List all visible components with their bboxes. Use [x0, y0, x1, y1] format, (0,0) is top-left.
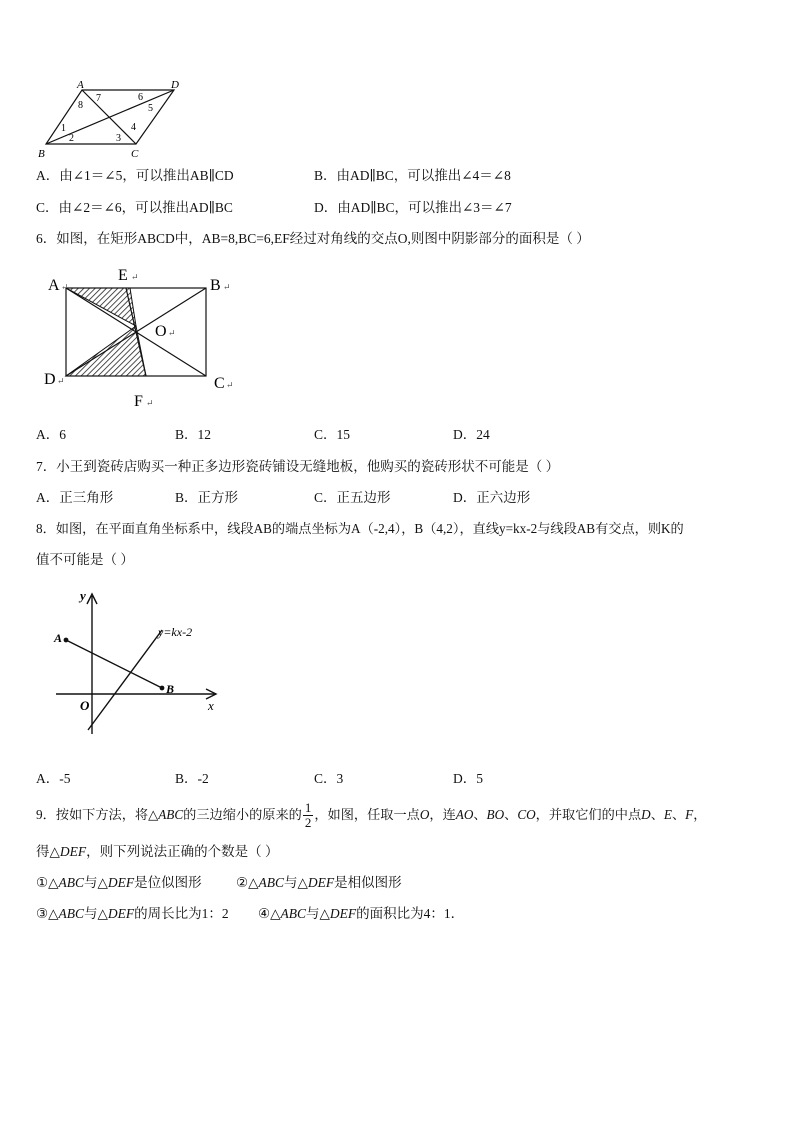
- q5-angle-8: 8: [78, 100, 83, 111]
- q9-s3-def: DEF: [107, 906, 135, 921]
- q9-abc: ABC: [158, 807, 184, 822]
- q8-option-b: B．-2: [175, 771, 209, 786]
- q8-label-b: B: [166, 682, 175, 696]
- q8-stem-line1: 8．如图，在平面直角坐标系中，线段AB的端点坐标为A（-2,4），B（4,2），直线y=kx-2与线段AB有交点，则K的: [36, 521, 684, 536]
- q5-angle-6: 6: [138, 92, 143, 103]
- q9-statement-4: [258, 905, 464, 923]
- q8-label-y: y: [80, 588, 86, 603]
- q8-point-a: [64, 638, 69, 643]
- q6-return-mark-a: ↵: [61, 282, 69, 292]
- q8-label-a: A: [54, 631, 63, 645]
- q5-angle-2: 2: [69, 133, 74, 144]
- q7-option-b: B．正方形: [175, 490, 239, 505]
- q9-stem-part4: ，连: [429, 807, 456, 822]
- q5-angle-1: 1: [61, 123, 66, 134]
- q8-line-label: y=kx-2: [158, 625, 193, 639]
- q6-return-mark-o: ↵: [168, 328, 176, 338]
- q6-label-o: O: [155, 323, 167, 340]
- q9-statement-2: [236, 874, 402, 892]
- q8-option-d: D．5: [453, 771, 483, 786]
- q7-option-d: D．正六边形: [453, 490, 531, 505]
- q5-parallelogram-figure: [34, 78, 184, 160]
- q9-s4-def: DEF: [329, 906, 357, 921]
- q9-stem-line1: [36, 800, 706, 830]
- q6-return-mark-e: ↵: [131, 272, 139, 282]
- q7-option-a: A．正三角形: [36, 490, 114, 505]
- q5-label-c: C: [131, 148, 139, 160]
- q7-stem: 7．小王到瓷砖店购买一种正多边形瓷砖铺设无缝地板，他购买的瓷砖形状不可能是（ ）: [36, 459, 560, 474]
- q9-s4-a: ④△: [258, 906, 281, 921]
- q9-s2-abc: ABC: [258, 875, 284, 890]
- q9-s1-a: ①△: [36, 875, 59, 890]
- q9-stem-part1: 9．按如下方法，将△: [36, 807, 159, 822]
- q5-label-a: A: [77, 79, 84, 91]
- q9-s1-b: 与△: [84, 875, 108, 890]
- q9-point-d: D: [641, 807, 651, 822]
- q8-label-x: x: [208, 698, 214, 713]
- q9-fraction: [303, 801, 314, 830]
- q9-def: DEF: [59, 844, 87, 859]
- q5-option-c: C．由∠2＝∠6，可以推出AD∥BC: [36, 200, 233, 215]
- q9-sep3: 、: [650, 807, 664, 822]
- q9-s3-b: 与△: [84, 906, 108, 921]
- q9-line2-part1: 得△: [36, 844, 60, 859]
- q6-option-d: D．24: [453, 427, 490, 442]
- q9-s4-b: 与△: [306, 906, 330, 921]
- q8-point-b: [160, 686, 165, 691]
- q5-angle-3: 3: [116, 133, 121, 144]
- q9-stem-part2: 的三边缩小的原来的: [183, 807, 302, 822]
- q9-sep4: 、: [671, 807, 686, 822]
- q8-coordinate-figure: [50, 584, 230, 740]
- q6-return-mark-f: ↵: [146, 398, 154, 408]
- q9-sep5: ，: [693, 807, 707, 822]
- q9-s2-a: ②△: [236, 875, 259, 890]
- q8-segment-ab: [66, 640, 162, 688]
- q6-shaded-top: [66, 288, 136, 326]
- q9-stem-part5: ，并取它们的中点: [535, 807, 642, 822]
- q9-stem-part3: ，如图，任取一点: [314, 807, 420, 822]
- q9-fraction-numerator: 1: [304, 800, 312, 816]
- q9-ao: AO: [455, 807, 474, 822]
- q9-line2-part2: ，则下列说法正确的个数是（ ）: [86, 844, 279, 859]
- q6-label-f: F: [134, 393, 143, 410]
- q5-angle-4: 4: [131, 122, 136, 133]
- q6-stem: 6．如图，在矩形ABCD中，AB=8,BC=6,EF经过对角线的交点O,则图中阴影部分的面积是（ ）: [36, 231, 590, 246]
- q8-option-a: A．-5: [36, 771, 71, 786]
- q5-angle-7: 7: [96, 93, 101, 104]
- q7-option-c: C．正五边形: [314, 490, 391, 505]
- q9-s2-c: 是相似图形: [334, 875, 402, 890]
- q5-option-d: D．由AD∥BC，可以推出∠3＝∠7: [314, 200, 512, 215]
- q9-s1-def: DEF: [107, 875, 135, 890]
- q6-label-d: D: [44, 371, 56, 388]
- q9-s4-abc: ABC: [280, 906, 306, 921]
- q9-point-f: F: [685, 807, 694, 822]
- q6-return-mark-c: ↵: [226, 380, 234, 390]
- q9-s2-b: 与△: [284, 875, 308, 890]
- q5-label-d: D: [171, 79, 179, 91]
- q5-angle-5: 5: [148, 103, 153, 114]
- q6-option-b: B．12: [175, 427, 212, 442]
- q9-fraction-denominator: 2: [304, 815, 312, 831]
- q6-label-c: C: [214, 375, 225, 392]
- q9-s2-def: DEF: [307, 875, 335, 890]
- q9-stem-line2: [36, 843, 279, 861]
- q9-sep1: 、: [473, 807, 487, 822]
- q9-statement-1: [36, 874, 202, 892]
- q6-return-mark-b: ↵: [223, 282, 231, 292]
- q8-option-c: C．3: [314, 771, 344, 786]
- q9-s3-abc: ABC: [58, 906, 84, 921]
- q9-s4-c: 的面积比为4：1．: [356, 906, 465, 921]
- q5-option-b: B．由AD∥BC，可以推出∠4＝∠8: [314, 168, 511, 183]
- q8-line-kx: [88, 630, 162, 730]
- q9-s1-c: 是位似图形: [134, 875, 202, 890]
- q6-label-a: A: [48, 277, 60, 294]
- q6-label-e: E: [118, 267, 128, 284]
- q9-bo: BO: [486, 807, 505, 822]
- q5-label-b: B: [38, 148, 45, 160]
- q6-option-a: A．6: [36, 427, 66, 442]
- q6-rectangle-figure: [38, 260, 248, 412]
- q9-s1-abc: ABC: [58, 875, 84, 890]
- q6-option-c: C．15: [314, 427, 351, 442]
- q8-label-o: O: [80, 698, 90, 713]
- q5-option-a: A．由∠1＝∠5，可以推出AB∥CD: [36, 168, 234, 183]
- q6-return-mark-d: ↵: [57, 376, 65, 386]
- q9-statement-3: [36, 905, 229, 923]
- q6-label-b: B: [210, 277, 221, 294]
- q9-s3-c: 的周长比为1：2: [134, 906, 229, 921]
- q9-s3-a: ③△: [36, 906, 59, 921]
- q8-stem-line2: 值不可能是（ ）: [36, 552, 134, 567]
- q9-point-e: E: [663, 807, 672, 822]
- q9-co: CO: [517, 807, 536, 822]
- q9-point-o: O: [419, 807, 430, 822]
- q9-sep2: 、: [504, 807, 518, 822]
